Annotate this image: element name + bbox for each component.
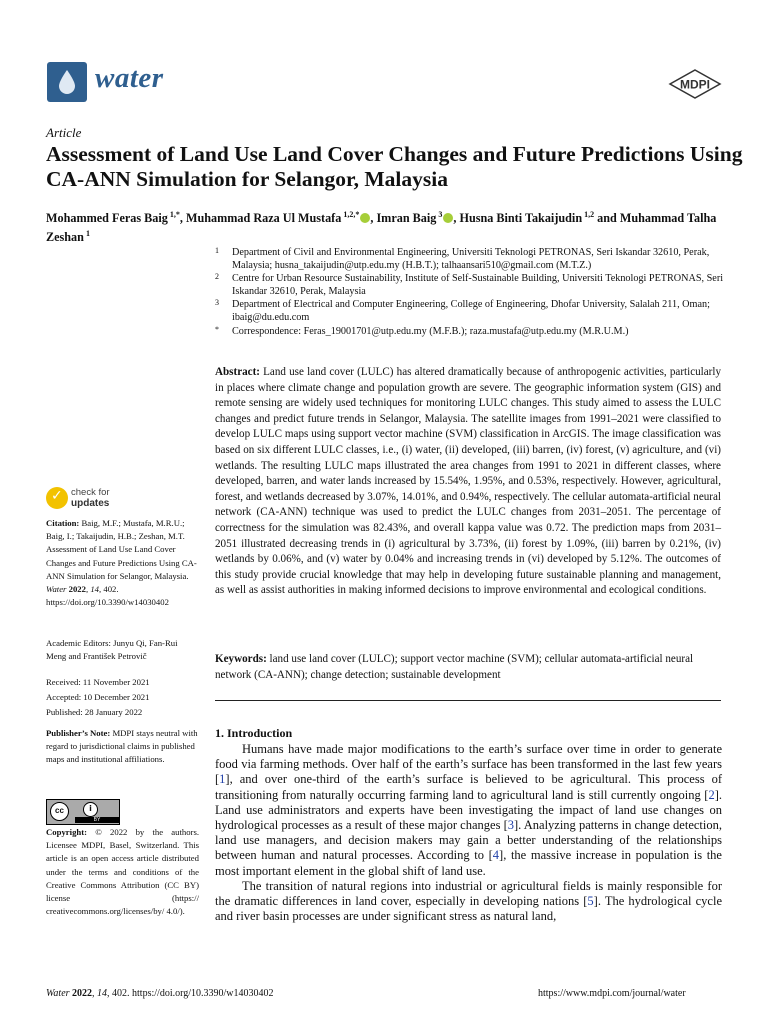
journal-logo-icon [47,62,87,102]
journal-name: water [95,62,164,94]
keywords [215,652,721,683]
affiliation-number: 2 [215,272,219,282]
cc-by-license-icon[interactable] [46,799,120,825]
published-date: Published: 28 January 2022 [46,707,143,718]
publisher-note: Publisher’s Note: MDPI stays neutral with regard to jurisdictional claims in published maps and institutional affiliations. [46,728,198,765]
attribution-icon: i [83,802,98,817]
citation-block: Citation: Baig, M.F.; Mustafa, M.R.U.; Baig, I.; Takaijudin, H.B.; Zeshan, M.T. Assessment of Land Use Land Cover Changes and Future Predictions Using CA-ANN Simulation for Selangor, Malaysia. Water 2022, 14, 402. https://doi.org/10.3390/w14030402 [46,518,197,608]
received-date: Received: 11 November 2021 [46,677,150,687]
author-affiliation-marker: 1,2 [582,210,595,219]
orcid-icon[interactable] [360,213,370,223]
author-name: Imran Baig [376,211,437,226]
intro-paragraph-1: Humans have made major modifications to the earth’s surface over time in order to generate food via farming methods. Over half of the earth’s surface has been transformed in the last few years [1], and over one-third of the earth’s surface is believed to be agricultural. This process of transitioning from naturally occurring farming land to agricultural land is still currently ongoing [2]. Land use administrators and experts have been investigating the impact of land use changes on hydrological processes as a result of these major changes [3]. Analyzing patterns in change detection, land use managers, and decision makers may gain a better understanding of the relationships between human and natural processes. According to [4], the massive increase in population is the most important element in the global shift of land use. [215,742,722,878]
paper-title: Assessment of Land Use Land Cover Changes and Future Predictions Using CA-ANN Simulation for Selangor, Malaysia [46,142,743,191]
keywords-text: land use land cover (LULC); support vector machine (SVM); cellular automata-artificial neural network (CA-ANN); change detection; sustainable development [215,653,694,681]
abstract-text: Land use land cover (LULC) has altered dramatically because of anthropogenic activities, particularly in places where climate change and population growth are severe. The geographic information system (GIS) and remote sensing are widely used techniques for monitoring LULC changes. This study aimed to assess the LULC changes and predict future trends in Selangor, Malaysia. The satellite images from 1991–2021 were classified to develop LULC maps using support vector machine (SVM) classification in ArcGIS. The image classification was based on six different LULC classes, i.e., (i) water, (ii) developed, (iii) barren, (iv) forest, (v) agriculture, and (vi) wetlands. The resulting LULC maps illustrated the area changes from 1991 to 2021 in different classes, where developed, barren, and water lands increased by 15.54%, 1.95%, and 0.53%, respectively. However, agricultural, forest, and wetlands decreased by 3.07%, 14.01%, and 0.94%, respectively. The cellular automata-artificial neural network (CA-ANN) technique was used to predict the LULC changes from 2031–2051. The percentage of correctness for the simulation was 82.43%, and overall kappa value was 0.72. The prediction maps from 2031–2051 illustrated decreasing trends in (i) agricultural by 3.73%, (ii) forest by 1.09%, (iii) barren by 0.21%, (iv) wetlands by 0.06%, and (v) water by 0.04% and increasing trends in (vi) developed by 5.12%. The outcomes of this study provide crucial knowledge that may help in developing future sustainable planning and management, as well as assist authorities in making informed decisions to improve environmental and ecological conditions. [215,366,721,597]
author-affiliation-marker: 1 [83,229,90,239]
footer-journal-url[interactable]: https://www.mdpi.com/journal/water [538,988,686,999]
citation-link[interactable]: 1 [219,772,226,787]
intro-heading: 1. Introduction [215,726,293,740]
affiliation-text: Centre for Urban Resource Sustainability, Institute of Self-Sustainable Building, Universiti Teknologi PETRONAS, Seri Iskandar 32610, Perak, Malaysia [232,273,724,297]
intro-body [215,742,722,924]
affiliation-number: 1 [215,246,219,255]
affiliation-item [215,273,735,298]
mdpi-logo-text: MDPI [680,77,710,92]
updates-label: updates [71,498,110,509]
keywords-label: Keywords: [215,653,267,665]
accepted-date: Accepted: 10 December 2021 [46,692,150,703]
copyright-notice: Copyright: © 2022 by the authors. Licensee MDPI, Basel, Switzerland. This article is an open access article distributed under the terms and conditions of the Creative Commons Attribution (CC BY) license (https:// creativecommons.org/licenses/by/ 4.0/). [46,827,199,917]
affiliation-item [215,299,735,324]
affiliation-item [215,326,735,339]
check-for-label: check for [71,487,110,498]
affiliation-item [215,247,735,272]
affiliation-number: 3 [215,298,219,308]
cc-icon: cc [50,802,69,821]
author-affiliation-marker: 1,2,* [341,210,360,219]
citation-link[interactable]: 4 [492,848,500,863]
article-dates [46,676,199,722]
abstract [215,365,721,599]
citation-link[interactable]: 3 [507,818,514,833]
academic-editors: Academic Editors: Junyu Qi, Fan-Rui Meng and František Petrovič [46,638,178,662]
mdpi-logo-icon [668,69,722,99]
check-icon: ✓ [46,487,68,509]
author-name: Husna Binti Takaijudin [459,211,583,226]
article-type: Article [46,125,82,140]
citation-link[interactable]: 2 [708,787,715,802]
author-affiliation-marker: 1,* [167,210,180,219]
orcid-icon[interactable] [443,213,453,223]
affiliation-number: * [215,324,219,334]
affiliations [215,247,735,339]
affiliation-text: Department of Electrical and Computer Engineering, College of Engineering, Dhofar University, Salalah 211, Oman; ibaig@du.edu.com [232,299,710,323]
abstract-label: Abstract: [215,366,260,378]
affiliation-text: Department of Civil and Environmental Engineering, Universiti Teknologi PETRONAS, Seri Iskandar 32610, Perak, Malaysia; husna_takaijudin@utp.edu.my (H.B.T.); talhaansari510@gmail.com (M.T.Z.) [232,247,710,271]
citation-link[interactable]: 5 [587,894,594,909]
check-for-updates-button[interactable] [46,487,156,513]
author-name: Muhammad Raza Ul Mustafa [185,211,342,226]
section-divider [215,700,721,701]
author-affiliation-marker: 3 [436,210,443,219]
author-name: Mohammed Feras Baig [46,211,168,226]
footer-citation: Water 2022, 14, 402. https://doi.org/10.3390/w14030402 [46,988,274,999]
intro-paragraph-2: The transition of natural regions into industrial or agricultural fields is mainly responsible for the dramatic differences in land cover, especially in developing nations [5]. The hydrological cycle and river basin processes are under significant stress as natural land, [215,878,722,924]
by-label: BY [75,817,119,823]
citation-doi-link[interactable]: https://doi.org/10.3390/w14030402 [46,597,169,608]
author-list: Mohammed Feras Baig $^{1,*}$, Muhammad Raza Ul Mustafa $^{1,2,*}$ , Imran Baig $^3$ , Husna Binti Takaijudin $^{1,2}$ and Muhammad Talha Zeshan $^1$ [46,210,717,245]
affiliation-text: Correspondence: Feras_19001701@utp.edu.my (M.F.B.); raza.mustafa@utp.edu.my (M.R.U.M.) [232,325,629,337]
author-name: Muhammad Talha Zeshan [46,211,717,245]
